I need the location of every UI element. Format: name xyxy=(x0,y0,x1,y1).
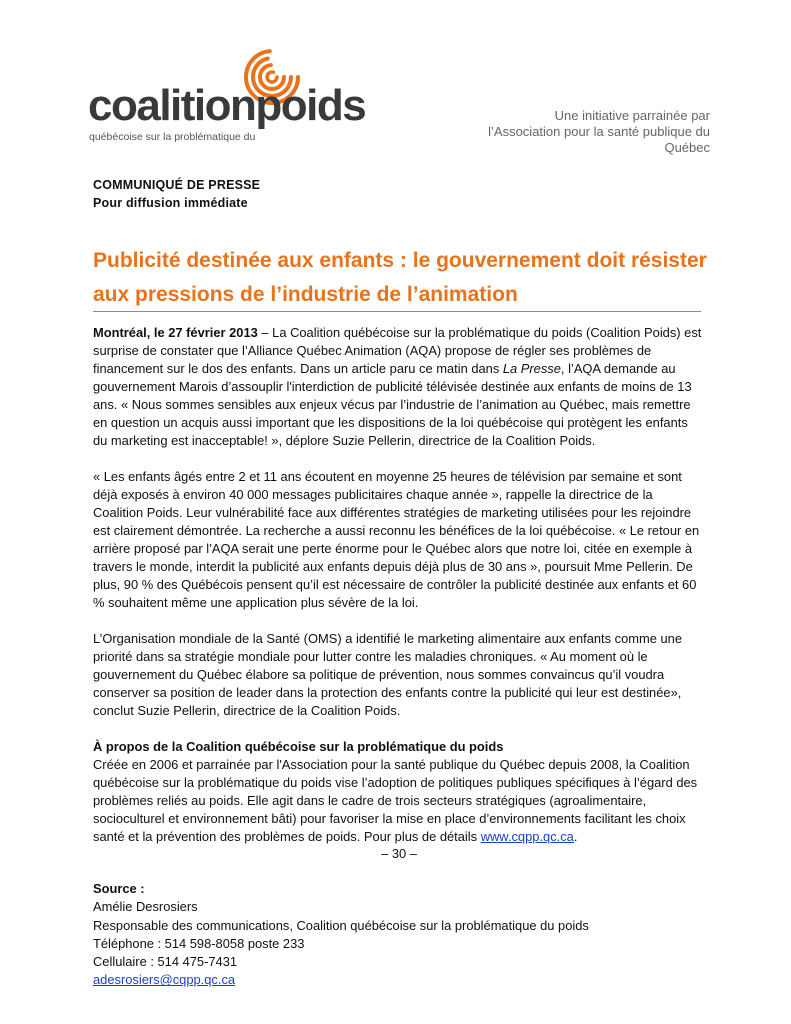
source-role: Responsable des communications, Coalition québécoise sur la problématique du poids xyxy=(93,917,589,933)
about-end: . xyxy=(573,829,578,844)
source-cell: Cellulaire : 514 475-7431 xyxy=(93,954,238,970)
sponsor-line-1: Une initiative parrainée par xyxy=(554,108,710,123)
article-body xyxy=(93,324,705,864)
paragraph-1 xyxy=(93,324,705,450)
title-line-2: aux pressions de l’industrie de l’animation xyxy=(93,283,518,306)
press-release-label: COMMUNIQUÉ DE PRESSE xyxy=(93,178,261,192)
sponsor-note xyxy=(480,108,710,156)
logo-subtitle: québécoise sur la problématique du xyxy=(89,131,256,143)
page-title xyxy=(93,244,713,312)
paragraph-2: « Les enfants âgés entre 2 et 11 ans écoutent en moyenne 25 heures de télévision par semaine et sont déjà exposés à environ 40 000 messages publicitaires chaque année », rappelle la directrice de la Coalition Poids. Leur vulnérabilité face aux différentes stratégies de marketing utilisées pour les rejoindre est clairement démontrée. La recherche a aussi reconnu les bénéfices de la loi québécoise. « Le retour en arrière proposé par l’AQA serait une perte énorme pour le Québec alors que notre loi, citée en exemple à travers le monde, interdit la publicité aux enfants depuis déjà plus de 30 ans », poursuit Mme Pellerin. De plus, 90 % des Québécois pensent qu’il est nécessaire de contrôler la publicité destinée aux enfants et 60 % souhaitent même une application plus sévère de la loi. xyxy=(93,469,700,610)
paragraph-3: L’Organisation mondiale de la Santé (OMS) a identifié le marketing alimentaire aux enfants comme une priorité dans sa stratégie mondiale pour lutter contre les maladies chroniques. « Au moment où le gouvernement du Québec élabore sa politique de prévention, nous sommes convaincus qu’il voudra conserver sa position de leader dans la protection des enfants contre la publicité qui leur est destinée», conclut Suzie Pellerin, directrice de la Coalition Poids. xyxy=(93,631,682,718)
about-heading: À propos de la Coalition québécoise sur la problématique du poids xyxy=(93,739,504,754)
logo-wordmark xyxy=(88,81,366,130)
source-block xyxy=(93,880,705,990)
about-text: Créée en 2006 et parrainée par l'Association pour la santé publique du Québec depuis 2008, la Coalition québécoise sur la problématique du poids vise l’adoption de politiques publiques spécifiques à l’égard des problèmes reliés au poids. Elle agit dans le cadre de trois secteurs stratégiques (agroalimentaire, socioculturel et environnement bâti) pour favoriser la mise en place d’environnements facilitant les choix santé et la prévention des problèmes de poids. Pour plus de détails xyxy=(93,757,698,844)
paragraph-1-text-b: , l’AQA demande au gouvernement Marois d’assouplir l'interdiction de publicité télévisée destinée aux enfants de moins de 13 ans. « Nous sommes sensibles aux enjeux vécus par l’industrie de l’animation au Québec, mais remettre en question un acquis aussi important que les dispositions de la loi québécoise qui protègent les enfants du marketing est inacceptable! », déplore Suzie Pellerin, directrice de la Coalition Poids. xyxy=(93,361,692,448)
immediate-release-label: Pour diffusion immédiate xyxy=(93,196,248,210)
end-marker: – 30 – xyxy=(381,846,417,861)
newspaper-name: La Presse xyxy=(502,361,561,376)
source-phone: Téléphone : 514 598-8058 poste 233 xyxy=(93,935,305,951)
website-link[interactable]: www.cqpp.qc.ca xyxy=(480,829,574,844)
sponsor-line-2: l’Association pour la santé publique du Québec xyxy=(488,124,710,155)
source-email-link[interactable]: adesrosiers@cqpp.qc.ca xyxy=(93,972,236,988)
press-label xyxy=(93,176,260,212)
paragraph-1-text-a: – La Coalition québécoise sur la problématique du poids (Coalition Poids) est surprise de constater que l’Alliance Québec Animation (AQA) propose de régler ses problèmes de financement sur le dos des enfants. Dans un article paru ce matin dans xyxy=(93,325,702,376)
logo-word-coalition: coalition xyxy=(88,81,256,130)
title-divider xyxy=(93,311,701,312)
title-line-1: Publicité destinée aux enfants : le gouvernement doit résister xyxy=(93,249,707,272)
source-heading: Source : xyxy=(93,881,145,896)
about-section xyxy=(93,738,705,846)
source-name: Amélie Desrosiers xyxy=(93,899,198,915)
dateline: Montréal, le 27 février 2013 xyxy=(93,325,258,340)
logo-word-poids: poids xyxy=(255,81,366,130)
coalition-poids-logo xyxy=(88,48,366,143)
